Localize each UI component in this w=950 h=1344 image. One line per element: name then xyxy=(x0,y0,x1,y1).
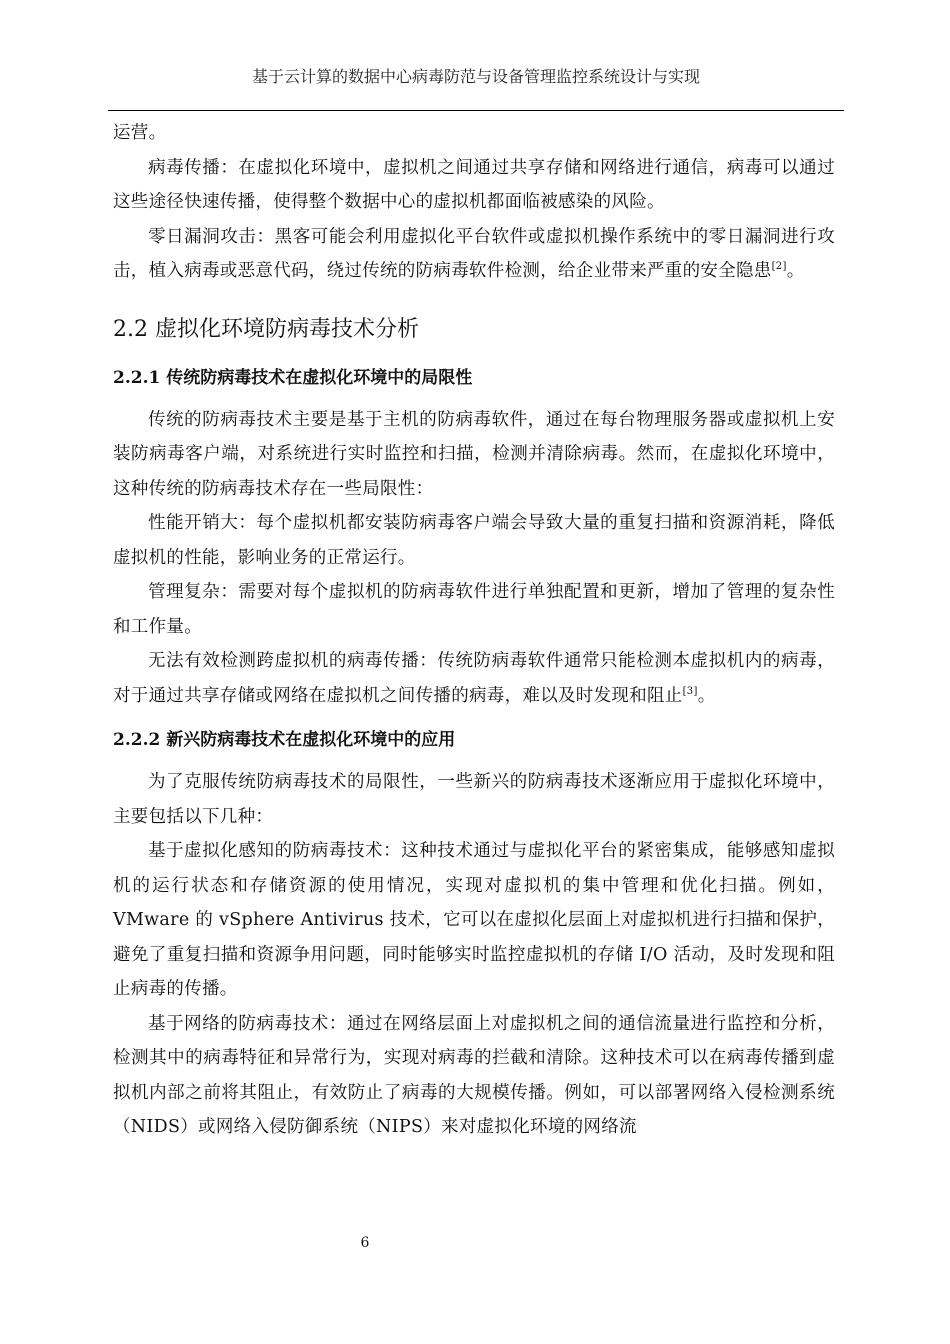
paragraph-emerging-intro: 为了克服传统防病毒技术的局限性，一些新兴的防病毒技术逐渐应用于虚拟化环境中，主要包括以下几种： xyxy=(113,772,835,827)
running-header: 基于云计算的数据中心病毒防范与设备管理监控系统设计与实现 xyxy=(251,67,700,86)
paragraph-management: 管理复杂：需要对每个虚拟机的防病毒软件进行单独配置和更新，增加了管理的复杂性和工作量。 xyxy=(113,582,835,637)
paragraph-cross-vm xyxy=(113,644,835,713)
paragraph-text: 零日漏洞攻击：黑客可能会利用虚拟化平台软件或虚拟机操作系统中的零日漏洞进行攻击，植入病毒或恶意代码，绕过传统的防病毒软件检测，给企业带来严重的安全隐患 xyxy=(113,226,835,281)
body-text xyxy=(113,116,835,1145)
paragraph-end: 。 xyxy=(786,261,805,281)
paragraph-network-based: 基于网络的防病毒技术：通过在网络层面上对虚拟机之间的通信流量进行监控和分析，检测其中的病毒特征和异常行为，实现对病毒的拦截和清除。这种技术可以在病毒传播到虚拟机内部之前将其阻止，有效防止了病毒的大规模传播。例如，可以部署网络入侵检测系统（NIDS）或网络入侵防御系统（NIPS）来对虚拟化环境的网络流 xyxy=(113,1013,835,1137)
section-heading-2-2: 2.2 虚拟化环境防病毒技术分析 xyxy=(113,316,419,342)
header-rule xyxy=(108,110,844,111)
paragraph-virus-spread: 病毒传播：在虚拟化环境中，虚拟机之间通过共享存储和网络进行通信，病毒可以通过这些途径快速传播，使得整个数据中心的虚拟机都面临被感染的风险。 xyxy=(113,157,835,212)
paragraph-performance: 性能开销大：每个虚拟机都安装防病毒客户端会导致大量的重复扫描和资源消耗，降低虚拟机的性能，影响业务的正常运行。 xyxy=(113,513,835,568)
paragraph-end: 。 xyxy=(697,685,716,706)
paragraph-text: 无法有效检测跨虚拟机的病毒传播：传统防病毒软件通常只能检测本虚拟机内的病毒，对于通过共享存储或网络在虚拟机之间传播的病毒，难以及时发现和阻止 xyxy=(113,651,835,706)
subsection-heading-2-2-1: 2.2.1 传统防病毒技术在虚拟化环境中的局限性 xyxy=(113,367,473,388)
citation-ref: [3] xyxy=(682,685,698,697)
paragraph-continuation: 运营。 xyxy=(113,123,167,143)
subsection-heading-2-2-2: 2.2.2 新兴防病毒技术在虚拟化环境中的应用 xyxy=(113,730,456,750)
paragraph-traditional-av: 传统的防病毒技术主要是基于主机的防病毒软件，通过在每台物理服务器或虚拟机上安装防病毒客户端，对系统进行实时监控和扫描，检测并清除病毒。然而，在虚拟化环境中，这种传统的防病毒技术存在一些局限性： xyxy=(113,409,835,499)
page-number: 6 xyxy=(360,1235,370,1251)
citation-ref: [2] xyxy=(771,261,787,273)
paragraph-virtualization-aware: 基于虚拟化感知的防病毒技术：这种技术通过与虚拟化平台的紧密集成，能够感知虚拟机的运行状态和存储资源的使用情况，实现对虚拟机的集中管理和优化扫描。例如，VMware 的 vSphere Antivirus 技术，它可以在虚拟化层面上对虚拟机进行扫描和保护，避免了重复扫描和资源争用问题，同时能够实时监控虚拟机的存储 I/O 活动，及时发现和阻止病毒的传播。 xyxy=(113,841,835,999)
paragraph-zero-day xyxy=(113,220,835,289)
